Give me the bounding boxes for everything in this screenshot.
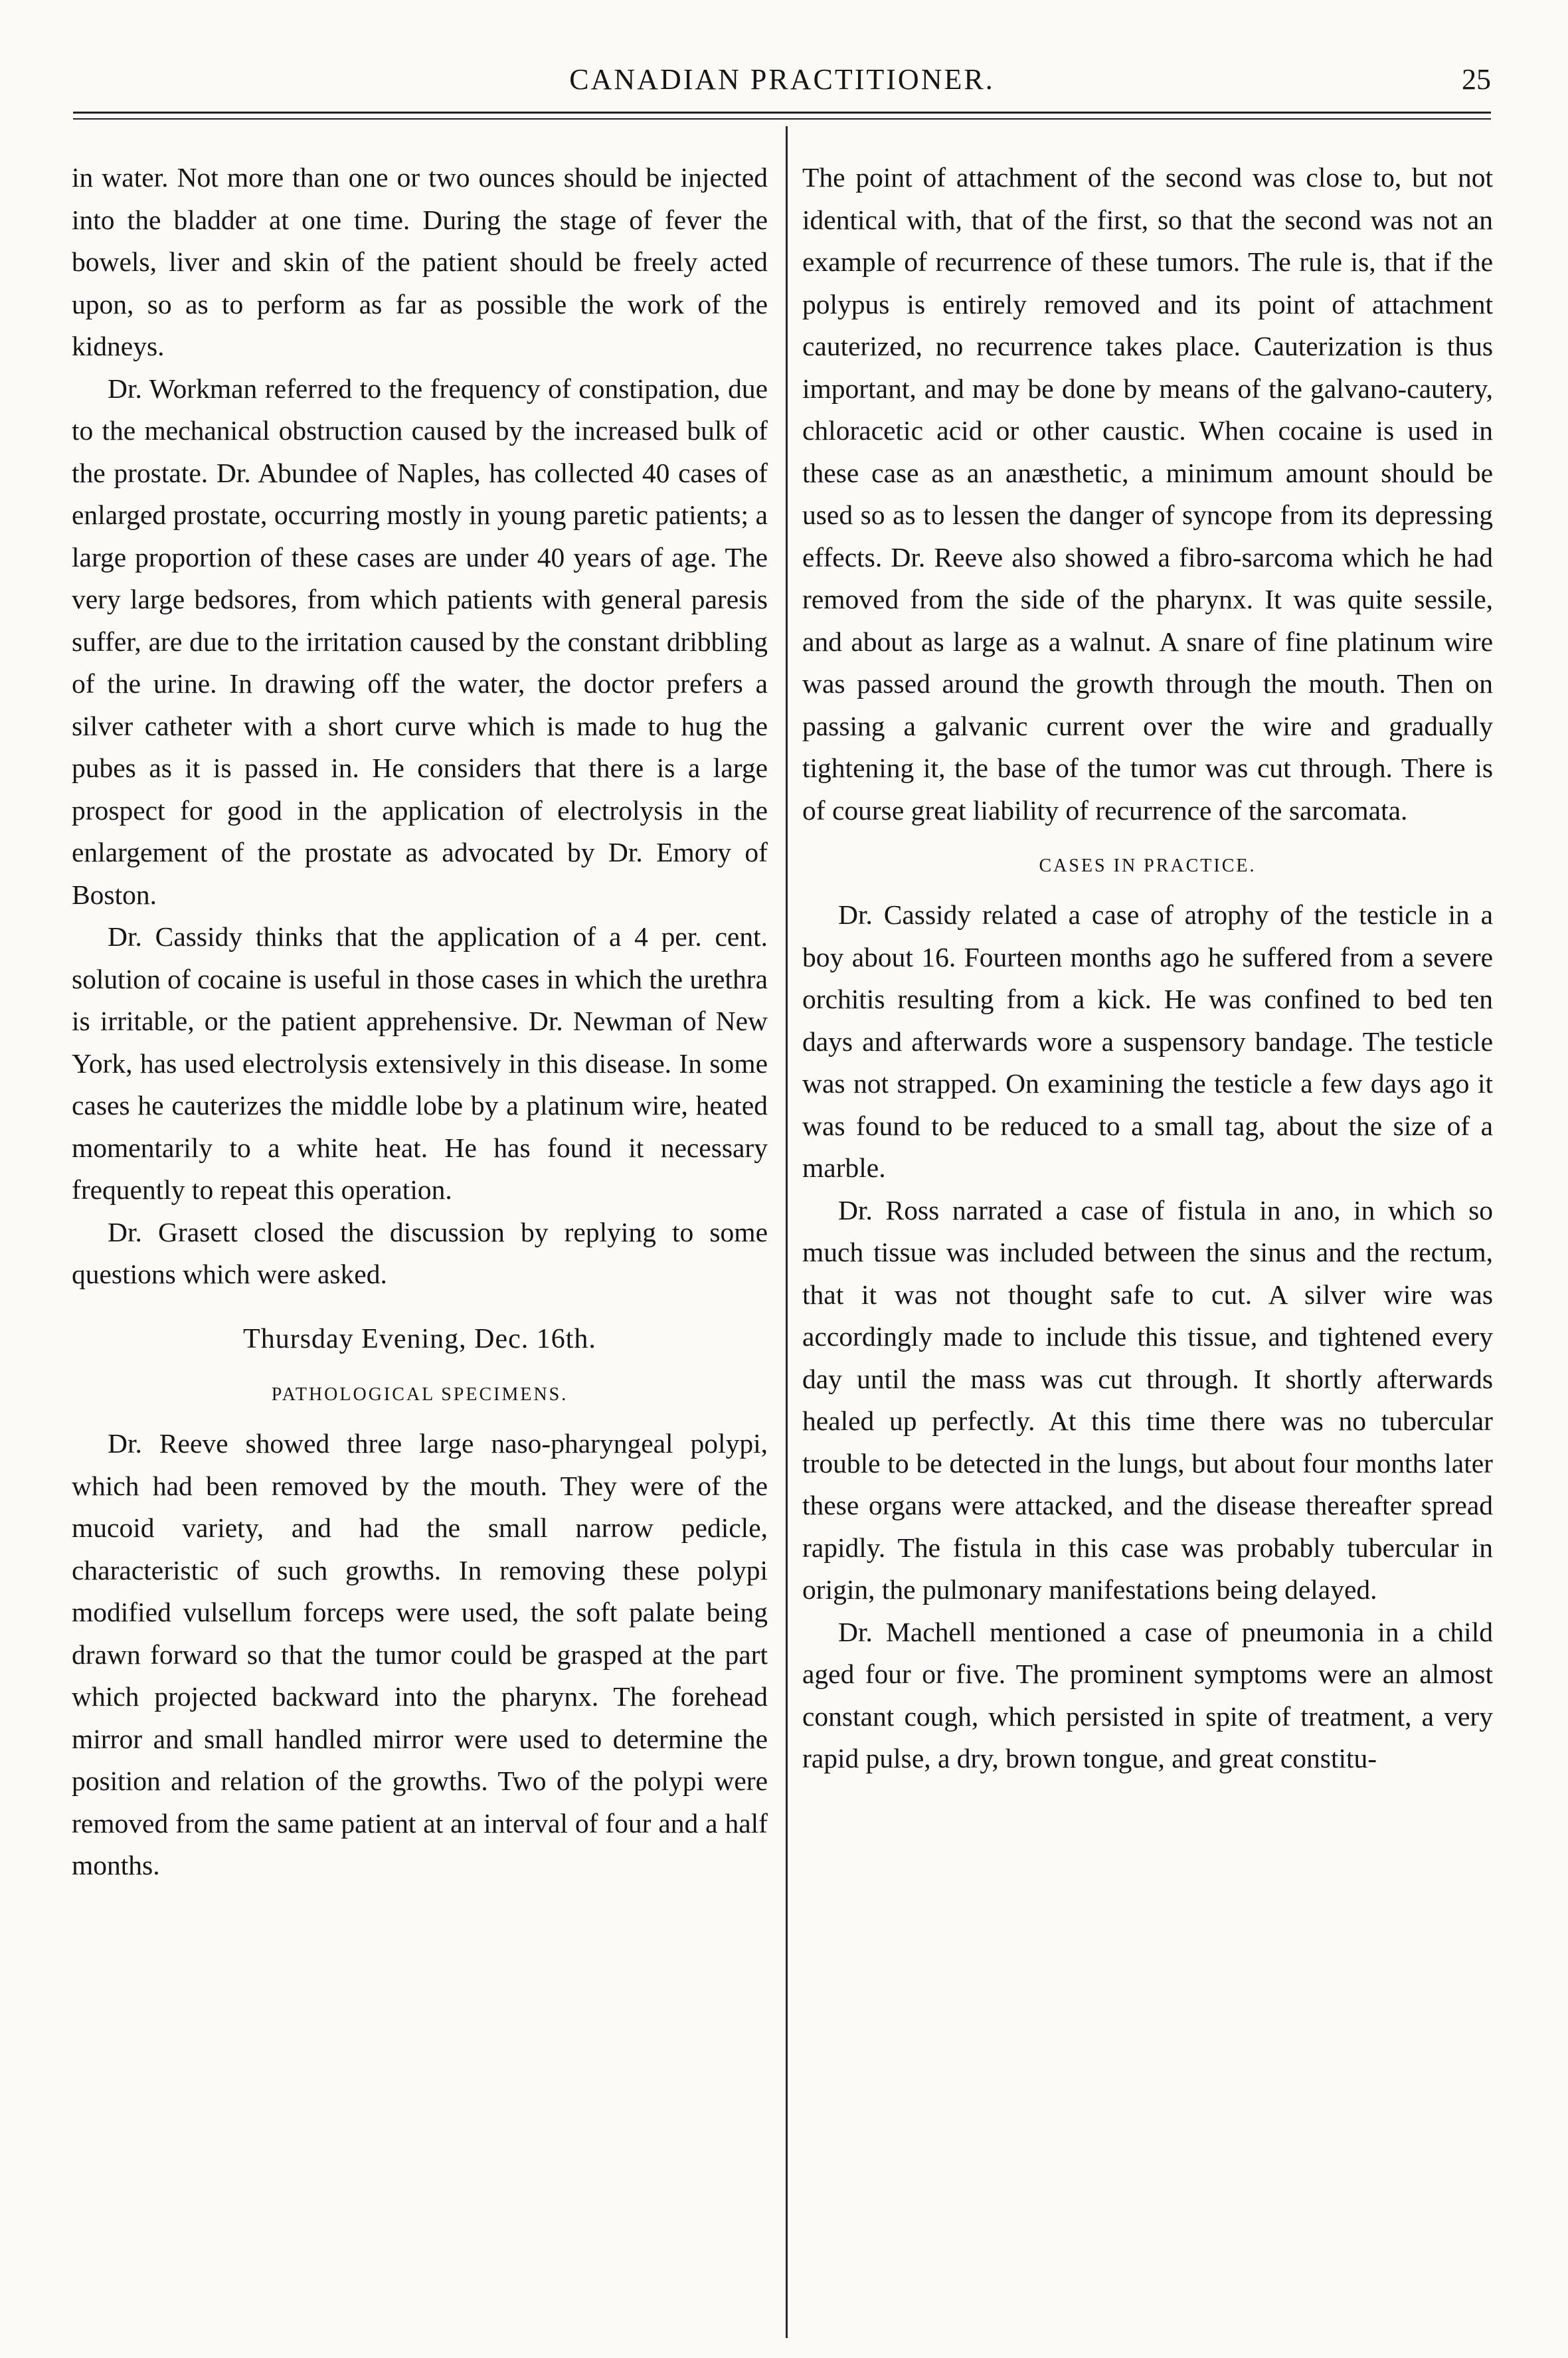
column-divider xyxy=(786,126,788,2338)
page-number: 25 xyxy=(1462,63,1491,96)
header-rule-secondary xyxy=(73,118,1491,120)
paragraph: Dr. Machell mentioned a case of pneumonia in a child aged four or five. The prominent symptoms were an almost constant cough, which persisted in spite of treatment, a very rapid pulse, a dry, brown tongue, and great constitu- xyxy=(802,1616,1493,1773)
paragraph: The point of attachment of the second was close to, but not identical with, that of the first, so that the second was not an example of recurrence of these tumors. The rule is, that if the polypus is entirely removed and its point of attachment cauterized, no recurrence takes place. Cauterization is thus important, and may be done by means of the galvano-cautery, chloracetic acid or other caustic. When cocaine is used in these case as an anæsthetic, a minimum amount should be used so as to lessen the danger of syncope from its depressing effects. Dr. Reeve also showed a fibro-sarcoma which he had removed from the side of the pharynx. It was quite sessile, and about as large as a walnut. A snare of fine platinum wire was passed around the growth through the mouth. Then on passing a galvanic current over the wire and gradually tightening it, the base of the tumor was cut through. There is of course great liability of recurrence of the sarcomata. xyxy=(802,162,1493,826)
page-header xyxy=(73,58,1491,112)
paragraph: Dr. Cassidy related a case of atrophy of the testicle in a boy about 16. Fourteen months ago he suffered from a severe orchitis resulting from a kick. He was confined to bed ten days and afterwards wore a suspensory bandage. The testicle was not strapped. On examining the testicle a few days ago it was found to be reduced to a small tag, about the size of a marble. xyxy=(802,899,1493,1183)
section-heading: PATHOLOGICAL SPECIMENS. xyxy=(271,1384,568,1405)
header-rule xyxy=(73,112,1491,114)
paragraph: Dr. Grasett closed the discussion by replying to some questions which were asked. xyxy=(72,1216,768,1289)
paragraph: Dr. Ross narrated a case of fistula in ano, in which so much tissue was included between the sinus and the rectum, that it was not thought safe to cut. A silver wire was accordingly made to include this tissue, and tightened every day until the mass was cut through. It shortly afterwards healed up perfectly. At this time there was no tubercular trouble to be detected in the lungs, but about four months later these organs were attacked, and the disease thereafter spread rapidly. The fistula in this case was probably tubercular in origin, the pulmonary manifestations being delayed. xyxy=(802,1194,1493,1605)
section-subheading: Thursday Evening, Dec. 16th. xyxy=(243,1323,596,1354)
section-heading: CASES IN PRACTICE. xyxy=(1039,856,1257,876)
paragraph: Dr. Reeve showed three large naso-pharyngeal polypi, which had been removed by the mouth. They were of the mucoid variety, and had the small narrow pedicle, characteristic of such growths. In removing these polypi modified vulsellum forceps were used, the soft palate being drawn forward so that the tumor could be grasped at the part which projected backward into the pharynx. The forehead mirror and small handled mirror were used to determine the position and relation of the growths. Two of the polypi were removed from the same patient at an interval of four and a half months. xyxy=(72,1428,768,1880)
right-column xyxy=(802,157,1493,1780)
paragraph: Dr. Workman referred to the frequency of constipation, due to the mechanical obstruction caused by the increased bulk of the prostate. Dr. Abundee of Naples, has collected 40 cases of enlarged prostate, occurring mostly in young paretic patients; a large proportion of these cases are under 40 years of age. The very large bedsores, from which patients with general paresis suffer, are due to the irritation caused by the constant dribbling of the urine. In drawing off the water, the doctor prefers a silver catheter with a short curve which is made to hug the pubes as it is passed in. He considers that there is a large prospect for good in the application of electrolysis in the enlargement of the prostate as advocated by Dr. Emory of Boston. xyxy=(72,373,768,910)
running-title: CANADIAN PRACTITIONER. xyxy=(569,63,995,96)
left-column xyxy=(72,157,768,1887)
paragraph: in water. Not more than one or two ounces should be injected into the bladder at one time. During the stage of fever the bowels, liver and skin of the patient should be freely acted upon, so as to perform as far as possible the work of the kidneys. xyxy=(72,162,768,361)
paragraph: Dr. Cassidy thinks that the application of a 4 per. cent. solution of cocaine is useful in those cases in which the urethra is irritable, or the patient apprehensive. Dr. Newman of New York, has used electrolysis extensively in this disease. In some cases he cauterizes the middle lobe by a platinum wire, heated momentarily to a white heat. He has found it necessary frequently to repeat this operation. xyxy=(72,921,768,1205)
